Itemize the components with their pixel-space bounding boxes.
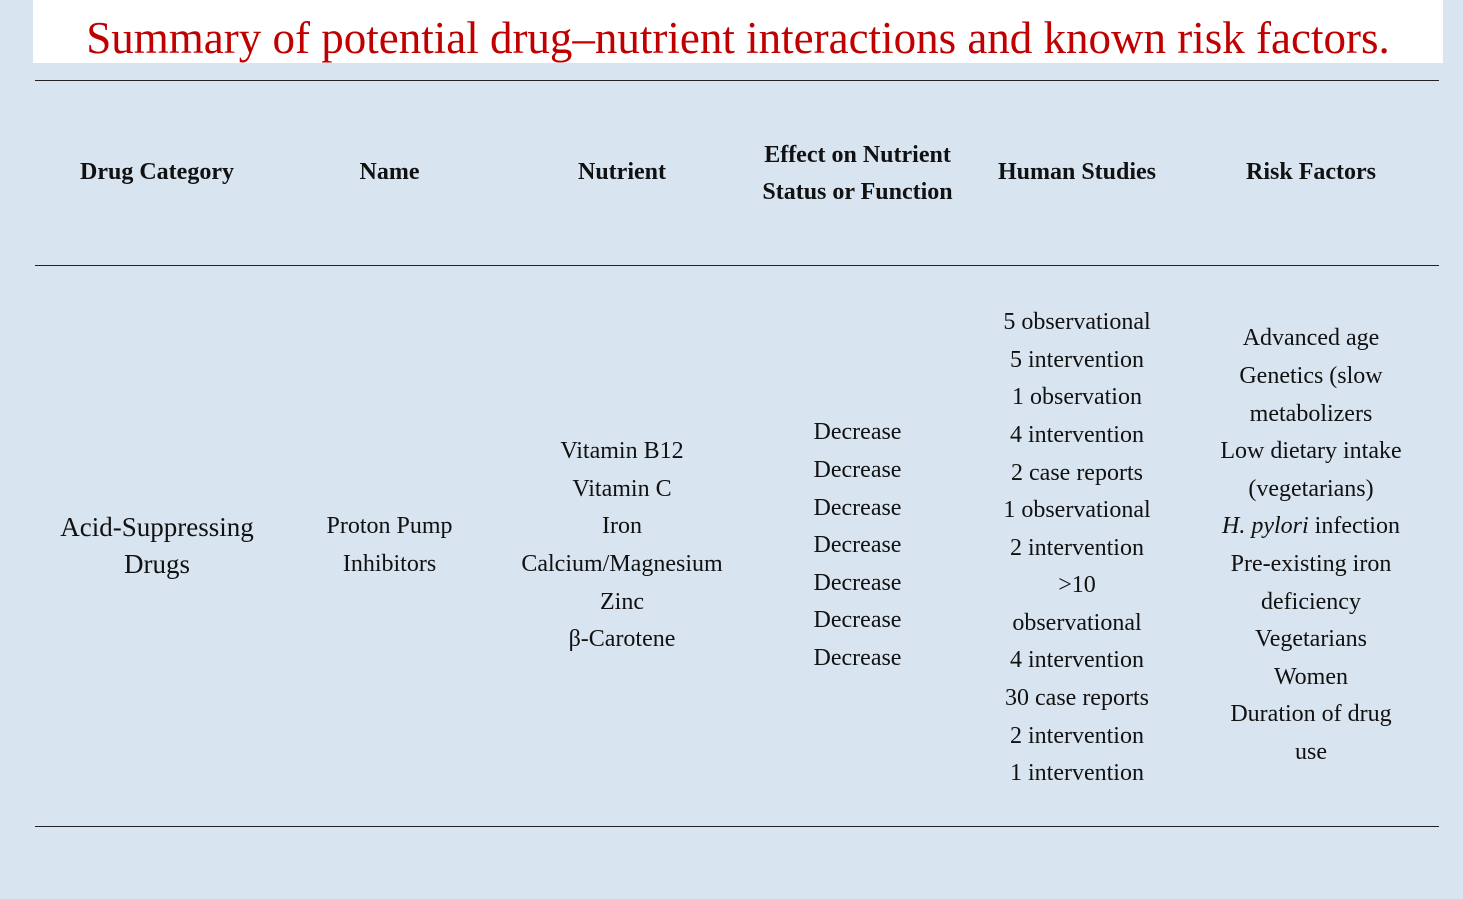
risk-factor-text: infection (1308, 513, 1400, 540)
risk-factor-item: Vegetarians (1255, 626, 1367, 653)
human-study-item: 5 intervention (1010, 346, 1144, 373)
effect-item: Decrease (813, 607, 902, 634)
drug-category-value: Acid-Suppressing Drugs (60, 511, 254, 579)
risk-factor-item: (vegetarians) (1248, 475, 1374, 502)
human-study-item: observational (1012, 609, 1142, 636)
cell-effect (744, 266, 971, 826)
human-study-item: 2 case reports (1011, 459, 1143, 486)
human-study-item: >10 (1058, 572, 1096, 599)
nutrient-list (521, 433, 722, 659)
human-study-item: 1 intervention (1010, 760, 1144, 787)
header-drug-category: Drug Category (80, 159, 234, 186)
effect-item: Decrease (813, 494, 902, 521)
human-study-item: 5 observational (1003, 309, 1151, 336)
effect-item: Decrease (813, 457, 902, 484)
human-study-item: 1 observational (1003, 497, 1151, 524)
human-study-item: 4 intervention (1010, 421, 1144, 448)
nutrient-item: Calcium/Magnesium (521, 551, 723, 577)
effect-item: Decrease (813, 569, 902, 596)
header-risk-factors: Risk Factors (1246, 159, 1376, 186)
risk-factor-item: Women (1273, 663, 1349, 690)
risk-factor-item: Duration of drug (1230, 701, 1392, 728)
header-effect (744, 81, 971, 265)
cell-human-studies (972, 266, 1182, 826)
risk-factor-item (1222, 508, 1400, 546)
cell-name (279, 266, 500, 826)
nutrient-item: Iron (602, 513, 642, 540)
risk-factor-item: deficiency (1261, 588, 1361, 615)
risk-factor-item: use (1294, 738, 1327, 765)
nutrient-item: Vitamin C (572, 475, 672, 502)
title-band (33, 0, 1443, 63)
header-nutrient: Nutrient (578, 159, 666, 186)
page-title: Summary of potential drug–nutrient interactions and known risk factors. (86, 13, 1390, 63)
risk-factors-list (1220, 320, 1401, 771)
header-human-studies: Human Studies (997, 159, 1157, 186)
human-study-item: 30 case reports (1005, 685, 1149, 712)
risk-factor-item: Low dietary intake (1220, 438, 1402, 465)
header-effect-label: Effect on Nutrient Status or Function (762, 141, 953, 205)
table-bottom-rule (35, 826, 1439, 827)
risk-factor-item: Pre-existing iron (1230, 551, 1392, 577)
cell-nutrient (501, 266, 743, 826)
human-study-item: 2 intervention (1010, 722, 1144, 749)
risk-factor-item: Genetics (slow (1239, 363, 1383, 390)
nutrient-item: β-Carotene (568, 626, 676, 653)
header-name: Name (359, 159, 420, 186)
nutrient-item: Vitamin B12 (560, 438, 684, 465)
drug-name-value: Proton Pump Inhibitors (326, 513, 453, 577)
cell-drug-category (36, 266, 278, 826)
risk-factor-item: Advanced age (1242, 325, 1380, 352)
risk-factor-organism: H. pylori (1222, 513, 1309, 540)
effect-item: Decrease (813, 644, 902, 671)
effect-list (814, 414, 902, 677)
cell-risk-factors (1183, 266, 1439, 826)
nutrient-item: Zinc (600, 588, 644, 615)
human-study-item: 2 intervention (1010, 534, 1144, 561)
risk-factor-item: metabolizers (1249, 400, 1373, 427)
effect-item: Decrease (813, 419, 902, 446)
human-study-item: 4 intervention (1010, 647, 1144, 674)
effect-item: Decrease (813, 532, 902, 559)
human-study-item: 1 observation (1012, 384, 1142, 411)
human-studies-list (1003, 304, 1150, 793)
